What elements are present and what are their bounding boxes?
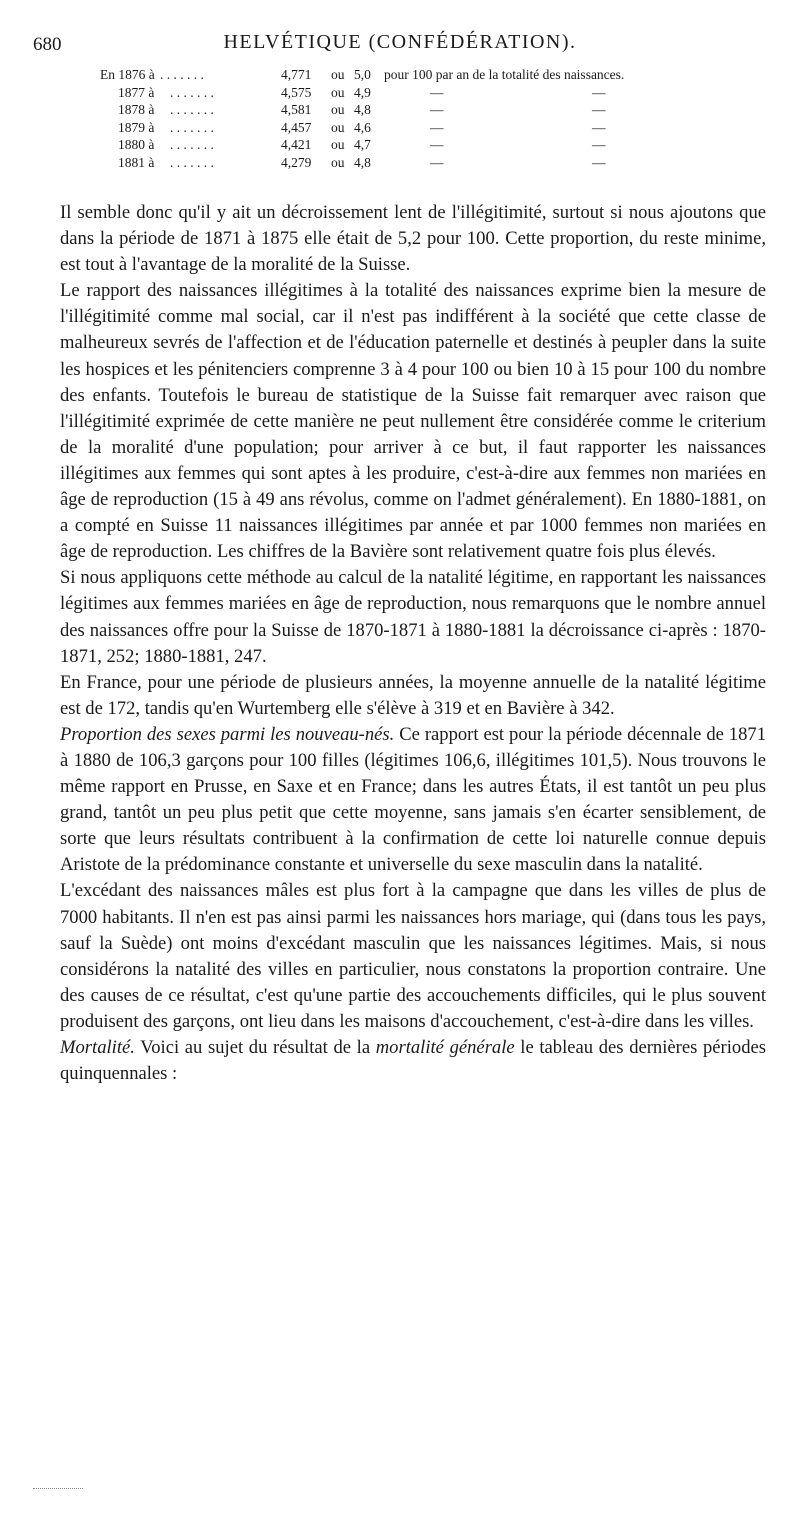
paragraph-text: le tableau des dernières périodes quinquennales : <box>60 1037 766 1085</box>
section-heading: Proportion des sexes parmi les nouveau-nés. <box>60 723 395 745</box>
page-number: 680 <box>33 34 62 55</box>
footer-rule <box>33 1488 83 1489</box>
table-dash-right: — <box>592 137 606 153</box>
paragraph: Il semble donc qu'il y ait un décroissement lent de l'illégitimité, surtout si nous ajoutons que dans la période de 1871 à 1875 elle était de 5,2 pour 100. Cette proportion, du reste minime, est tout à l'avantage de la moralité de la Suisse. <box>60 202 766 276</box>
table-dash: — <box>430 119 444 135</box>
table-year: 1879 à <box>118 119 155 135</box>
emphasis: mortalité générale <box>375 1037 515 1058</box>
table-ou: ou <box>331 119 345 135</box>
table-value: 4,279 <box>281 154 312 170</box>
table-dash: — <box>430 137 444 153</box>
table-value: 4,771 <box>281 67 312 82</box>
table-year: En 1876 à <box>100 67 155 82</box>
table-value: 4,457 <box>281 119 312 135</box>
leader-dots: . . . . . . . <box>170 84 214 100</box>
table-dash-right: — <box>592 154 606 170</box>
leader-dots: . . . . . . . <box>170 137 214 153</box>
table-percent: 5,0 <box>354 67 371 82</box>
leader-dots: . . . . . . . <box>170 119 214 135</box>
paragraph-sex-ratio <box>60 722 766 879</box>
body-text <box>60 200 766 1087</box>
table-year: 1880 à <box>118 137 155 153</box>
table-ou: ou <box>331 154 345 170</box>
paragraph: L'excédant des naissances mâles est plus fort à la campagne que dans les villes de plus de 7000 habitants. Il n'en est pas ainsi parmi les naissances hors mariage, qui (dans tous les pays, sauf la Suède) ont moins d'excédant masculin que les naissances légitimes. Mais, si nous considérons la natalité des villes en particulier, nous constatons la proportion contraire. Une des causes de ce résultat, c'est qu'une partie des accouchements difficiles, qui le plus souvent produisent des garçons, ont lieu dans les maisons d'accouchement, c'est-à-dire dans les villes. <box>60 880 766 1032</box>
table-year: 1878 à <box>118 102 155 118</box>
table-percent: 4,8 <box>354 102 371 118</box>
table-dash-right: — <box>592 84 606 100</box>
leader-dots: . . . . . . . <box>170 154 214 170</box>
table-value: 4,575 <box>281 84 312 100</box>
table-percent: 4,6 <box>354 119 371 135</box>
table-percent: 4,8 <box>354 154 371 170</box>
table-year: 1881 à <box>118 154 155 170</box>
table-ou: ou <box>331 137 345 153</box>
table-percent: 4,7 <box>354 137 371 153</box>
table-dash-right: — <box>592 102 606 118</box>
table-year: 1877 à <box>118 84 155 100</box>
section-heading: Mortalité. <box>60 1037 135 1058</box>
paragraph-mortality <box>60 1035 766 1087</box>
paragraph: Le rapport des naissances illégitimes à la totalité des naissances exprime bien la mesure de l'illégitimité comme mal social, car il n'est pas indifférent à la société que cette classe de malheureux sevrés de l'affection et de l'éducation paternelle et destinés à peupler dans la suite les hospices et les pénitenciers comprenne 3 à 4 pour 100 ou bien 10 à 15 pour 100 du nombre des enfants. Toutefois le bureau de statistique de la Suisse fait remarquer avec raison que l'illégitimité exprimée de cette manière ne peut nullement être considérée comme le criterium de la moralité d'une population; pour arriver à ce but, il faut rapporter les naissances illégitimes aux femmes qui sont aptes à les produire, c'est-à-dire aux femmes non mariées en âge de reproduction (15 à 49 ans révolus, comme on l'admet généralement). En 1880-1881, on a compté en Suisse 11 naissances illégitimes par année et par 1000 femmes non mariées en âge de reproduction. Les chiffres de la Bavière sont relativement quatre fois plus élevés. <box>60 280 766 563</box>
running-title: HELVÉTIQUE (CONFÉDÉRATION). <box>223 31 577 53</box>
table-ou: ou <box>331 84 345 100</box>
table-value: 4,421 <box>281 137 312 153</box>
table-percent: 4,9 <box>354 84 371 100</box>
paragraph-text: Ce rapport est pour la période décennale de 1871 à 1880 de 106,3 garçons pour 100 filles (légitimes 106,6, illégitimes 101,5). Nous trouvons le même rapport en Prusse, en Saxe et en France; dans les autres États, il est tantôt un peu plus grand, tantôt un peu plus petit que cette moyenne, sans jamais s'en écarter sensiblement, de sorte que leurs résultats contribuent à la confirmation de cette loi naturelle connue depuis Aristote de la prédominance constante et universelle du sexe masculin dans la natalité. <box>60 723 766 876</box>
table-ou: ou <box>331 67 345 82</box>
table-dash: — <box>430 84 444 100</box>
leader-dots: . . . . . . . <box>160 67 204 82</box>
table-value: 4,581 <box>281 102 312 118</box>
table-dash: — <box>430 102 444 118</box>
paragraph-text: Voici au sujet du résultat de la <box>134 1037 376 1058</box>
table-dash-right: — <box>592 119 606 135</box>
paragraph: Si nous appliquons cette méthode au calcul de la natalité légitime, en rapportant les naissances légitimes aux femmes mariées en âge de reproduction, nous remarquons que le nombre annuel des naissances offre pour la Suisse de 1870-1871 à 1880-1881 la décroissance ci-après : 1870-1871, 252; 1880-1881, 247. <box>60 567 766 667</box>
paragraph: En France, pour une période de plusieurs années, la moyenne annuelle de la natalité légitime est de 172, tandis qu'en Wurtemberg elle s'élève à 319 et en Bavière à 342. <box>60 671 766 719</box>
table-dash: — <box>430 154 444 170</box>
table-note: pour 100 par an de la totalité des naissances. <box>384 67 625 82</box>
leader-dots: . . . . . . . <box>170 102 214 118</box>
table-ou: ou <box>331 102 345 118</box>
